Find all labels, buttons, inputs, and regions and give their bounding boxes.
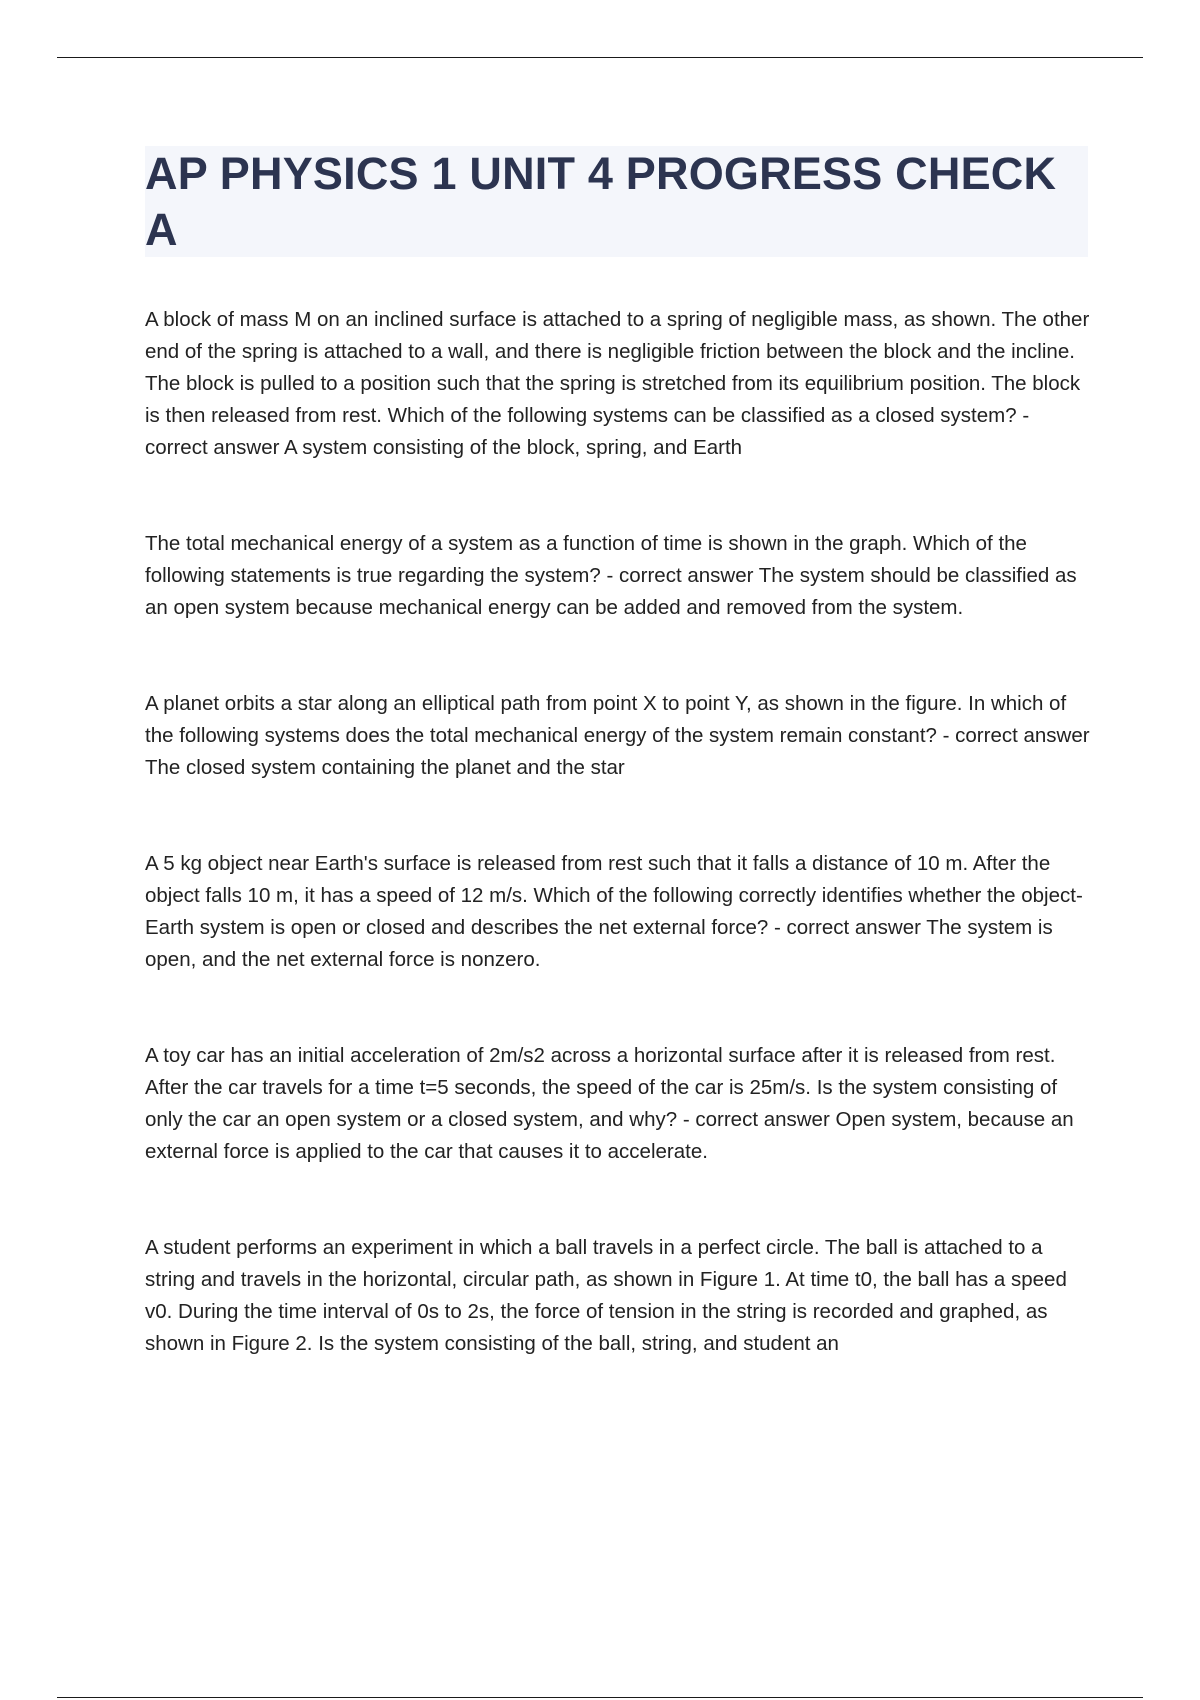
qa-list <box>145 304 1090 1360</box>
answer-prefix: - correct answer <box>936 724 1090 747</box>
qa-item-3 <box>145 688 1090 784</box>
answer-text: The closed system containing the planet and the star <box>145 756 625 779</box>
question-text: A student performs an experiment in which a ball travels in a perfect circle. The ball is attached to a string and travels in the horizontal, circular path, as shown in Figure 1. At time t0, the ball has a speed v0. During the time interval of 0s to 2s, the force of tension in the string is recorded and graphed, as shown in Figure 2. Is the system consisting of the ball, string, and student an <box>145 1236 1067 1355</box>
qa-item-2 <box>145 528 1090 624</box>
title-banner <box>145 146 1088 257</box>
answer-text: The system should be classified as an open system because mechanical energy can be added and removed from the system. <box>145 564 1077 619</box>
answer-prefix: - correct answer <box>768 916 927 939</box>
question-text: A toy car has an initial acceleration of 2m/s2 across a horizontal surface after it is released from rest. After the car travels for a time t=5 seconds, the speed of the car is 25m/s. Is the system consisting of only the car an open system or a closed system, and why? <box>145 1044 1058 1131</box>
top-rule <box>57 57 1143 58</box>
qa-item-6 <box>145 1232 1090 1360</box>
answer-text: Open system, because an external force is applied to the car that causes it to accelerate. <box>145 1108 1074 1163</box>
answer-text: A system consisting of the block, spring, and Earth <box>284 436 743 459</box>
question-text: A block of mass M on an inclined surface is attached to a spring of negligible mass, as shown. The other end of the spring is attached to a wall, and there is negligible friction between the block and the incline. The block is pulled to a position such that the spring is stretched from its equilibrium position. The block is then released from rest. Which of the following systems can be classified as a closed system? <box>145 308 1090 427</box>
bottom-rule <box>57 1697 1143 1698</box>
qa-item-4 <box>145 848 1090 976</box>
qa-item-5 <box>145 1040 1090 1168</box>
answer-text: The system is open, and the net external force is nonzero. <box>145 916 1053 971</box>
question-text: A 5 kg object near Earth's surface is released from rest such that it falls a distance of 10 m. After the object falls 10 m, it has a speed of 12 m/s. Which of the following correctly identifies whether the object-Earth system is open or closed and describes the net external force? <box>145 852 1083 939</box>
answer-prefix: - correct answer <box>145 404 1030 459</box>
question-text: A planet orbits a star along an elliptical path from point X to point Y, as shown in the figure. In which of the following systems does the total mechanical energy of the system remain constant? <box>145 692 1067 747</box>
answer-prefix: - correct answer <box>677 1108 836 1131</box>
answer-prefix: - correct answer <box>600 564 759 587</box>
page-title: AP PHYSICS 1 UNIT 4 PROGRESS CHECK A <box>145 148 1057 255</box>
qa-item-1 <box>145 304 1090 464</box>
question-text: The total mechanical energy of a system as a function of time is shown in the graph. Which of the following statements is true regarding the system? <box>145 532 1027 587</box>
